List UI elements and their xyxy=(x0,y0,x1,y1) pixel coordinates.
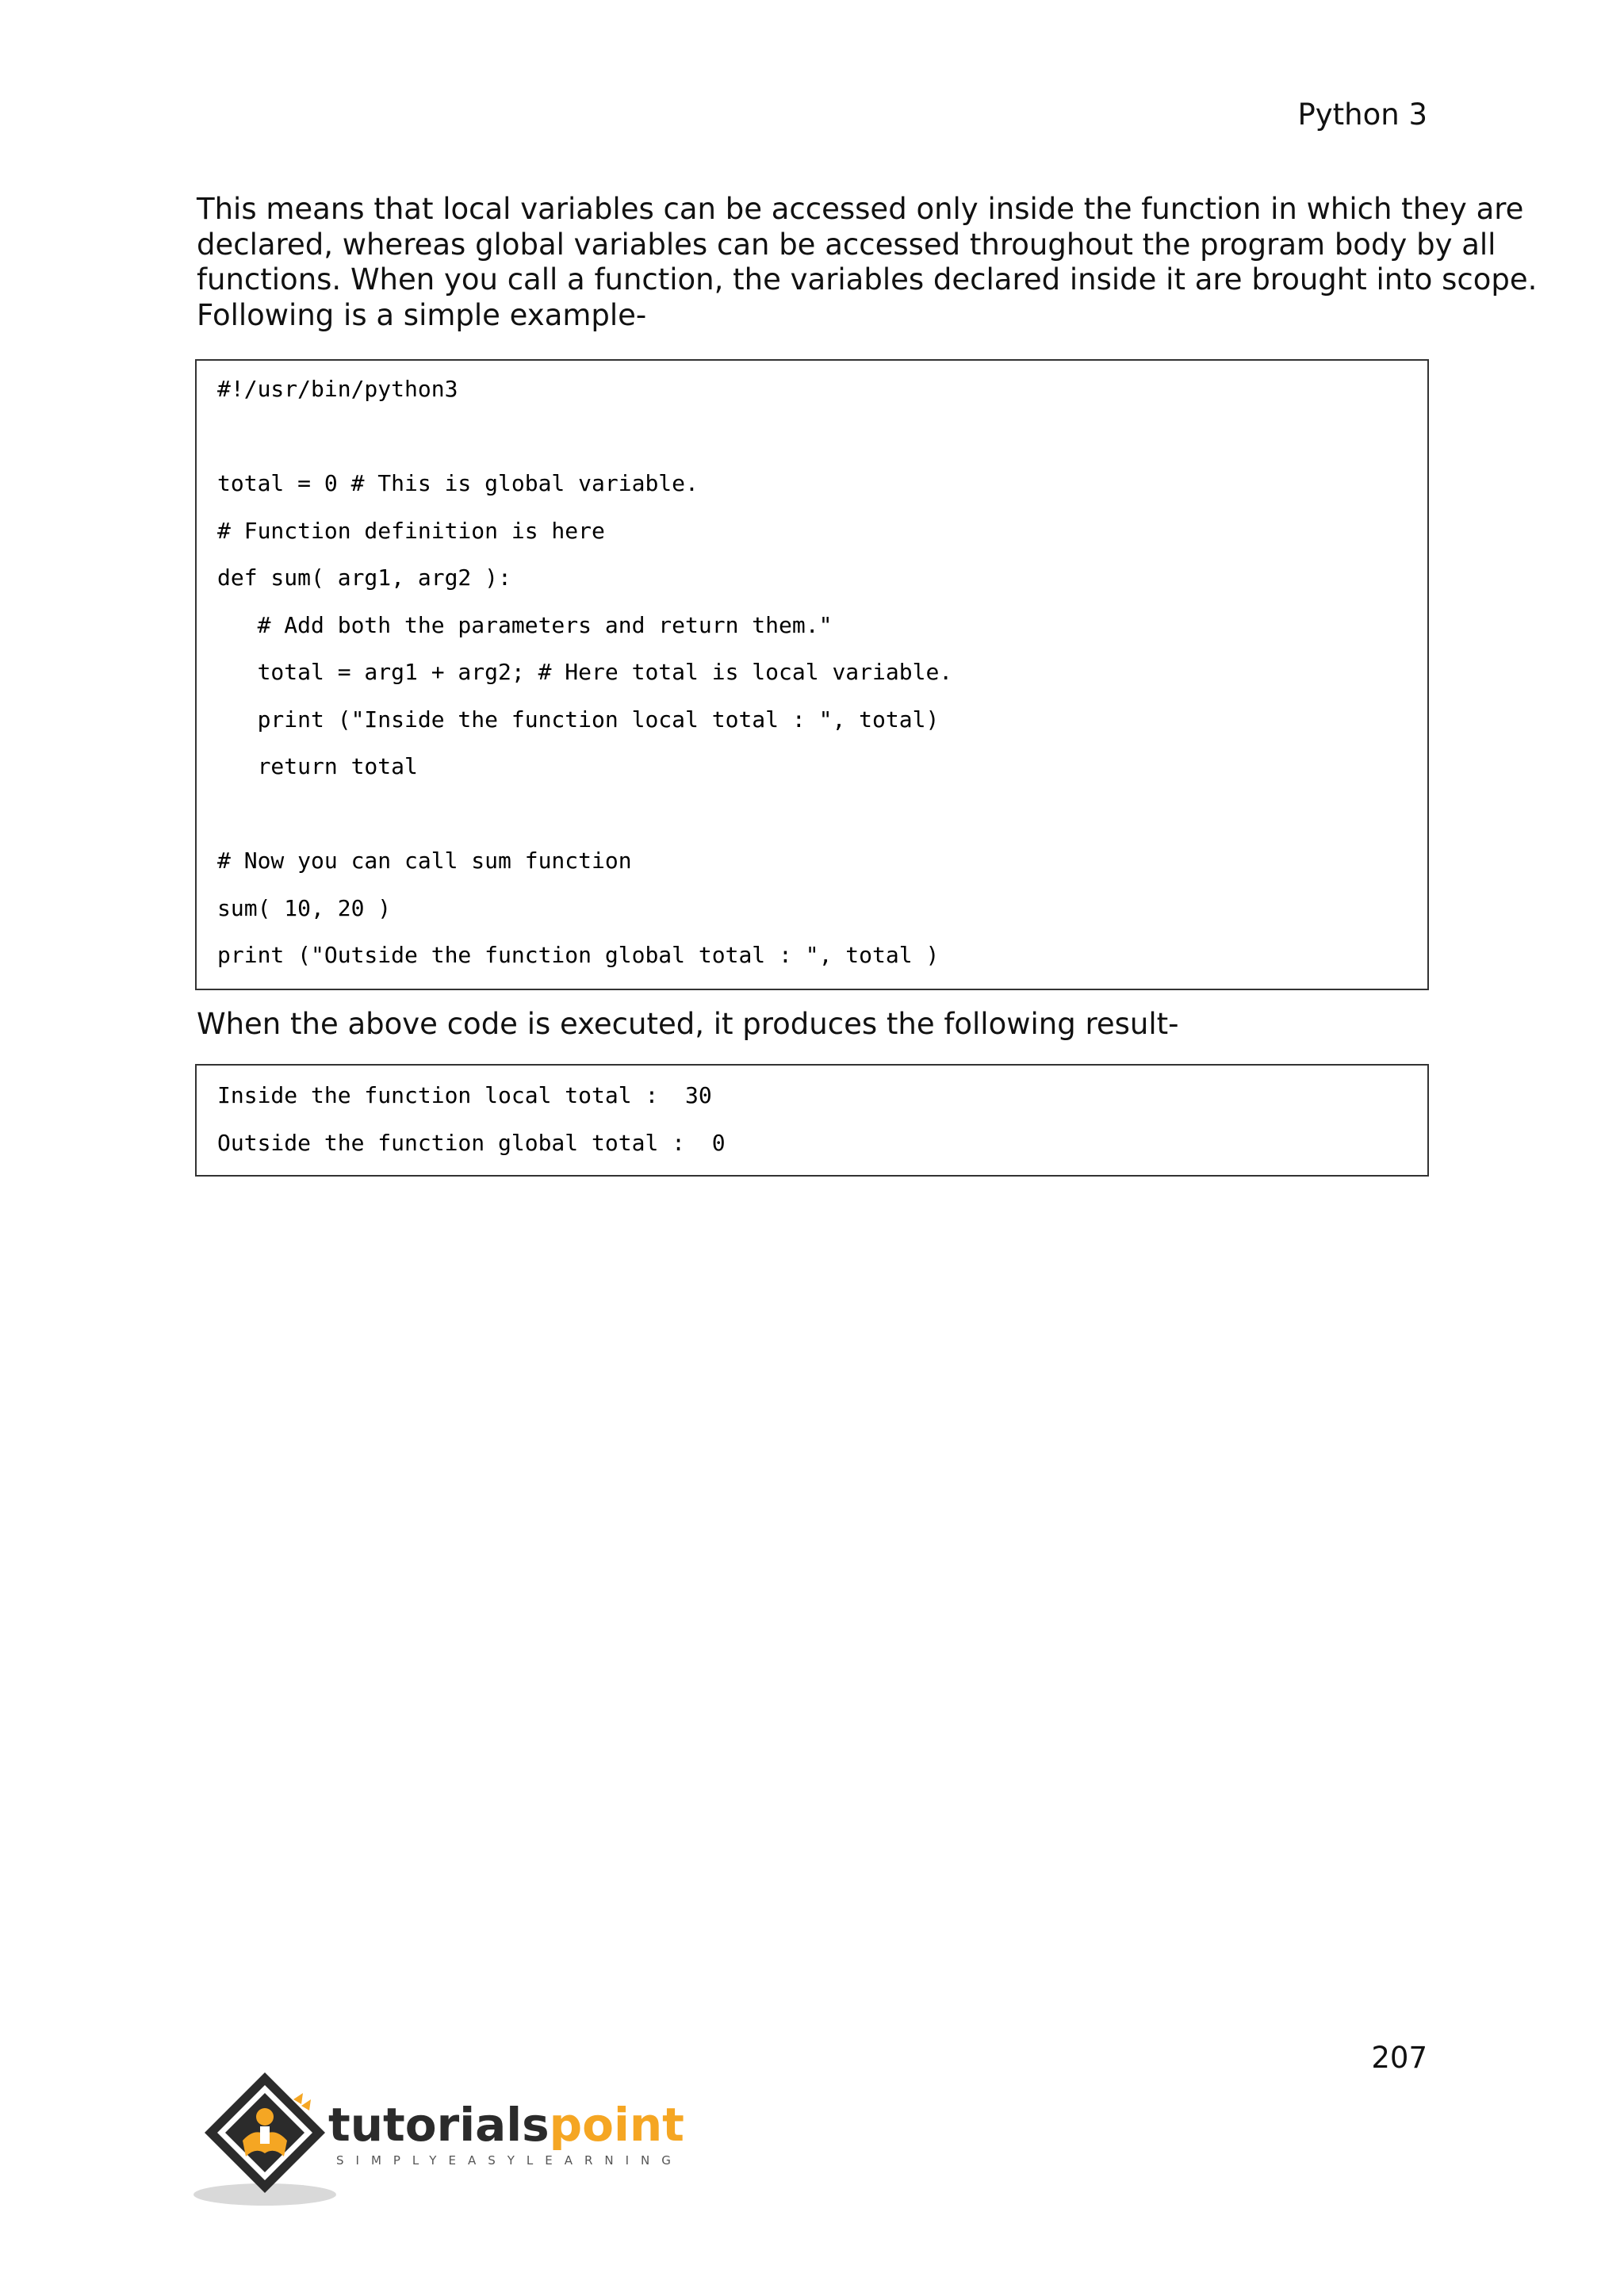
intro-paragraph xyxy=(197,192,1538,333)
output-box xyxy=(195,1064,1429,1177)
result-description: When the above code is executed, it produces the following result- xyxy=(197,1007,1179,1041)
output-line: Inside the function local total : 30 xyxy=(217,1082,712,1108)
page-header-title: Python 3 xyxy=(1297,98,1427,132)
code-line xyxy=(217,413,1427,461)
code-line: print ("Inside the function local total : ", total) xyxy=(217,706,940,733)
intro-line: functions. When you call a function, the variables declared inside it are brought into scope. xyxy=(197,262,1538,297)
code-line: total = arg1 + arg2; # Here total is local variable. xyxy=(217,659,953,685)
code-line: def sum( arg1, arg2 ): xyxy=(217,564,511,591)
code-example-box xyxy=(195,359,1429,990)
code-line: # Add both the parameters and return them." xyxy=(217,611,833,638)
code-line: # Function definition is here xyxy=(217,517,605,544)
logo-wordmark-part1: tutorials xyxy=(328,2098,550,2152)
logo-wordmark xyxy=(328,2098,684,2152)
page-number: 207 xyxy=(1371,2041,1427,2075)
code-line: return total xyxy=(217,753,418,779)
intro-line: This means that local variables can be accessed only inside the function in which they are xyxy=(197,192,1524,226)
code-line xyxy=(217,790,1427,838)
code-line: # Now you can call sum function xyxy=(217,848,632,874)
output-line: Outside the function global total : 0 xyxy=(217,1129,726,1156)
intro-line: declared, whereas global variables can be accessed throughout the program body by all xyxy=(197,227,1496,262)
logo-tagline: SIMPLYEASYLEARNING xyxy=(336,2153,683,2168)
code-line: print ("Outside the function global total : ", total ) xyxy=(217,942,940,968)
code-line: total = 0 # This is global variable. xyxy=(217,470,699,496)
intro-line: Following is a simple example- xyxy=(197,297,647,332)
logo-wordmark-part2: point xyxy=(549,2098,684,2152)
code-line: #!/usr/bin/python3 xyxy=(217,376,458,402)
code-line: sum( 10, 20 ) xyxy=(217,894,392,921)
logo-emblem-icon xyxy=(205,2072,325,2193)
tutorialspoint-logo xyxy=(192,2068,684,2210)
